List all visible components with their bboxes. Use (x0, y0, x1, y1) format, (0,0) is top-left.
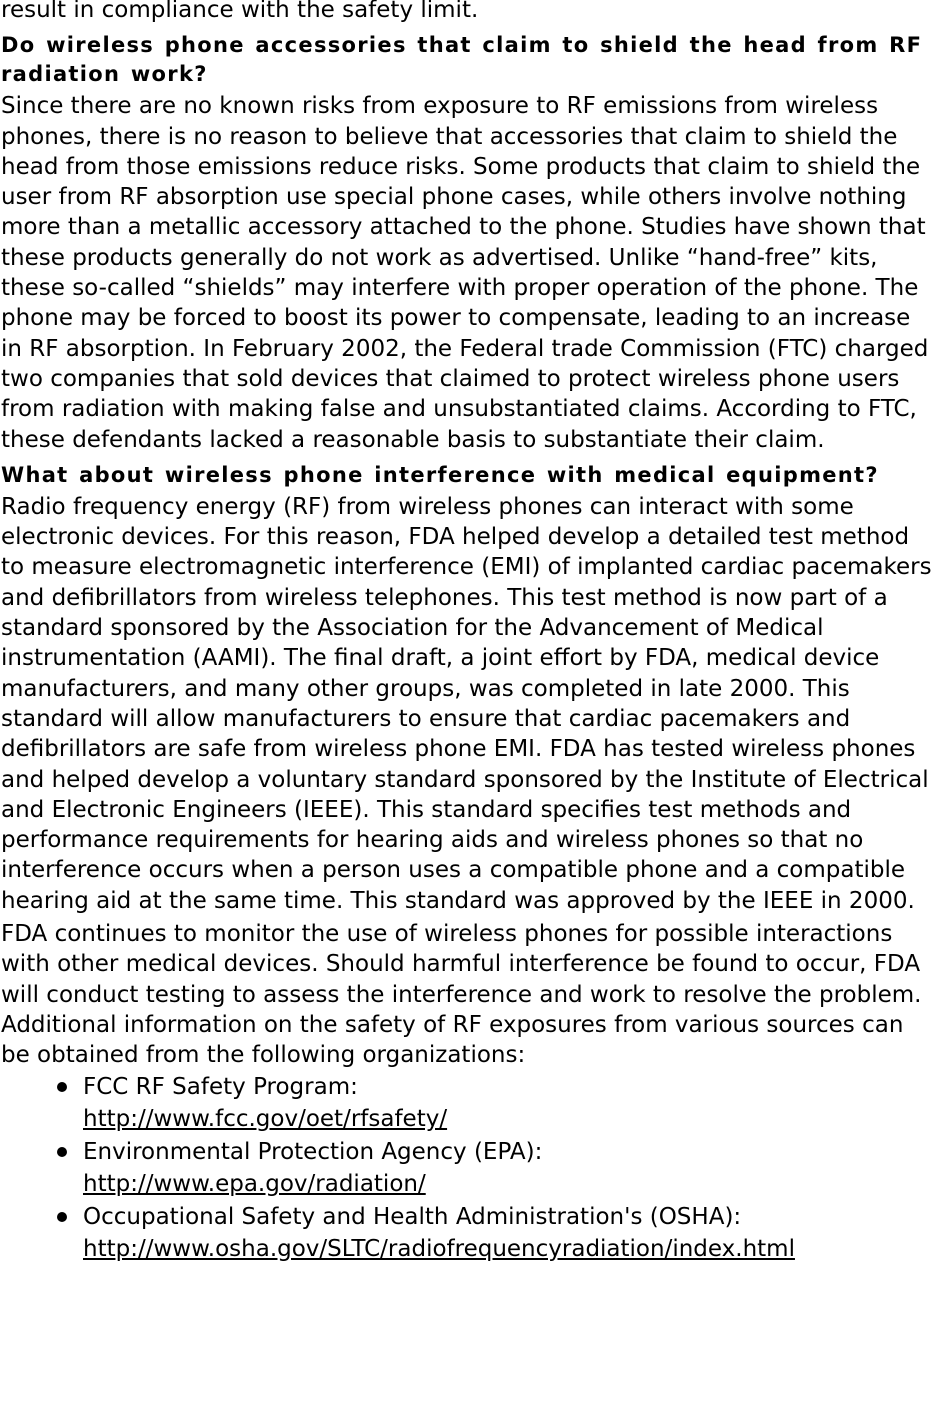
heading-shield-accessories: Do wireless phone accessories that claim to shield the head from RF radiation work? (1, 33, 923, 87)
list-item (1, 1201, 937, 1266)
paragraph-compliance-tail: result in compliance with the safety limit. (1, 0, 479, 23)
organization-name: FCC RF Safety Program: (83, 1073, 358, 1100)
paragraph-shield-accessories: Since there are no known risks from exposure to RF emissions from wireless phones, there is no reason to believe that accessories that claim to shield the head from those emissions reduce risks. Some products that claim to shield the user from RF absorption use special phone cases, while others involve nothing more than a metallic accessory attached to the phone. Studies have shown that these products generally do not work as advertised. Unlike “hand-free” kits, these so-called “shields” may interfere with proper operation of the phone. The phone may be forced to boost its power to compensate, leading to an increase in RF absorption. In February 2002, the Federal trade Commission (FTC) charged two companies that sold devices that claimed to protect wireless phone users from radiation with making false and unsubstantiated claims. According to FTC, these defendants lacked a reasonable basis to substantiate their claim. (1, 93, 929, 453)
organization-link[interactable]: http://www.epa.gov/radiation/ (83, 1171, 426, 1197)
paragraph-medical-interference: Radio frequency energy (RF) from wireless phones can interact with some electronic devices. For this reason, FDA helped develop a detailed test method to measure electromagnetic interference (EMI) of implanted cardiac pacemakers and defibrillators from wireless telephones. This test method is now part of a standard sponsored by the Association for the Advancement of Medical instrumentation (AAMI). The final draft, a joint effort by FDA, medical device manufacturers, and many other groups, was completed in late 2000. This standard will allow manufacturers to ensure that cardiac pacemakers and defibrillators are safe from wireless phone EMI. FDA has tested wireless phones and helped develop a voluntary standard sponsored by the Institute of Electrical and Electronic Engineers (IEEE). This standard specifies test methods and performance requirements for hearing aids and wireless phones so that no interference occurs when a person uses a compatible phone and a compatible hearing aid at the same time. This standard was approved by the IEEE in 2000. (1, 493, 932, 914)
organization-name: Environmental Protection Agency (EPA): (83, 1138, 543, 1165)
organization-name: Occupational Safety and Health Administration's (OSHA): (83, 1203, 742, 1230)
list-item (1, 1136, 937, 1201)
organization-link[interactable]: http://www.fcc.gov/oet/rfsafety/ (83, 1106, 448, 1132)
paragraph-fda-monitoring: FDA continues to monitor the use of wireless phones for possible interactions with other medical devices. Should harmful interference be found to occur, FDA will conduct testing to assess the interference and work to resolve the problem. (1, 921, 922, 1008)
list-item (1, 1071, 937, 1136)
bullet-icon (57, 1082, 67, 1092)
organization-link[interactable]: http://www.osha.gov/SLTC/radiofrequencyradiation/index.html (83, 1236, 795, 1262)
bullet-icon (57, 1147, 67, 1157)
bullet-icon (57, 1212, 67, 1222)
paragraph-additional-info: Additional information on the safety of RF exposures from various sources can be obtained from the following organizations: (1, 1011, 904, 1069)
organization-list (1, 1071, 937, 1266)
heading-medical-interference: What about wireless phone interference with medical equipment? (1, 462, 879, 487)
